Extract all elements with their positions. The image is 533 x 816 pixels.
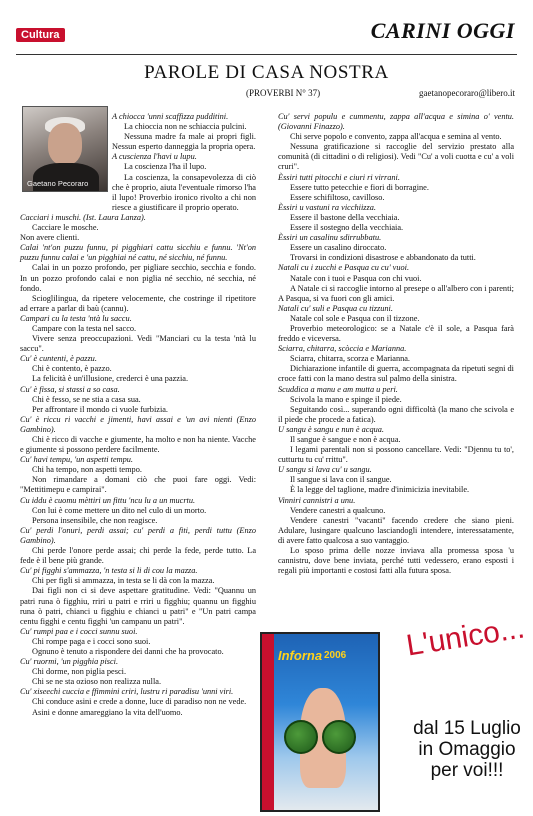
- proverb-gloss: Con lui è come mettere un dito nel culo di un morto.: [32, 505, 207, 515]
- article-subtitle: (PROVERBI N° 37): [246, 88, 321, 98]
- proverb-gloss: Campare con la testa nel sacco.: [32, 323, 137, 333]
- proverb-gloss: Trovarsi in condizioni disastrose e abbandonato da tutti.: [290, 253, 476, 263]
- proverb-gloss: Essere il bastone della vecchiaia.: [290, 212, 400, 222]
- proverb-gloss: Essere tutto petecchie e fiori di borragine.: [290, 182, 429, 192]
- proverb-dialect: Èssiri tutti pitocchi e ciuri ri virrani.: [278, 172, 400, 182]
- proverb-dialect: Campari cu la testa 'ntà lu saccu.: [20, 313, 132, 323]
- proverb-gloss: Dichiarazione infantile di guerra, accompagnata da ripetuti segni di croce fatti con la mano destra sul palmo della sinistra.: [278, 364, 514, 384]
- proverb-gloss: Non avere clienti.: [20, 233, 80, 243]
- proverb-gloss: Per affrontare il mondo ci vuole furbizia.: [32, 404, 169, 414]
- proverb-dialect: Sciarra, chitarra, scòccia e Marianna.: [278, 344, 407, 354]
- proverb-gloss: Chi per figli si ammazza, in testa se li dà con la mazza.: [32, 576, 215, 586]
- proverb-gloss: La chioccia non ne schiaccia pulcini.: [124, 122, 247, 132]
- promo-text: dal 15 Luglio in Omaggio per voi!!!: [413, 718, 521, 781]
- masthead-logo: CARINI OGGI: [370, 18, 515, 43]
- proverb-gloss: Nessuna gratificazione si raccoglie del servizio prestato alla comunità (di cittadini o di religiosi). Vedi "Cu' a voli cuotta e cu' a voli cruri".: [278, 142, 514, 172]
- proverb-gloss: Il sangue si lava con il sangue.: [290, 475, 392, 485]
- proverb-gloss: Natale col sole e Pasqua con il tizzone.: [290, 313, 420, 323]
- proverb-dialect: Cu' havi tempu, 'un aspetti tempu.: [20, 455, 134, 465]
- proverb-dialect: Calai 'nt'on puzzu funnu, pi pigghiari cattu sicchiu e funnu. 'Nt'on puzzu funnu calai e 'un pigghiai né cattu, né sicchiu, né funnu.: [20, 243, 256, 263]
- proverb-dialect: Vinniri cannistri a unu.: [278, 495, 356, 505]
- proverb-gloss: Chi è ricco di vacche e giumente, ha molto e non ha niente. Vacche e giumente si possono perdere facilmente.: [20, 435, 256, 455]
- proverb-gloss: È la legge del taglione, madre d'inimicizia inevitabile.: [290, 485, 470, 495]
- proverb-gloss: Natale con i tuoi e Pasqua con chi vuoi.: [290, 273, 422, 283]
- proverb-gloss: Seguitando così... superando ogni difficoltà (la mano che scivola e il piede che procede a fatica).: [278, 404, 514, 424]
- magazine-cover: [260, 632, 380, 812]
- article-column-right: [278, 112, 514, 576]
- proverb-gloss: Non rimandare a domani ciò che puoi fare oggi. Vedi: "Mettitimepu e campirai".: [20, 475, 256, 495]
- proverb-gloss: Scioglilingua, da ripetere velocemente, che costringe il ripetitore ad errare a parlar di baù (cannu).: [20, 293, 256, 313]
- proverb-dialect: Natali cu' suli e Pasqua cu tizzuni.: [278, 303, 393, 313]
- section-tag: Cultura: [16, 28, 65, 42]
- proverb-gloss: Asini e donne amareggiano la vita dell'uomo.: [32, 707, 183, 717]
- proverb-gloss: Lo sposo prima delle nozze inviava alla promessa sposa 'u cannistru, dove bene inviata, perché tutti vedessero, erano esposti i regali più importanti e costosi fatti alla futura sposa.: [278, 546, 514, 576]
- article-column-left: [20, 112, 256, 718]
- proverb-dialect: U sangu è sangu e nun è acqua.: [278, 424, 384, 434]
- promo-headline: L'unico...: [404, 611, 527, 663]
- proverb-dialect: A cuscienza l'havi u lupu.: [112, 152, 197, 162]
- proverb-gloss: I legami parentali non si possono cancellare. Vedi: "Djennu tu to', cutturtu tu cu' rrittu".: [278, 445, 514, 465]
- magazine-year: 2006: [324, 650, 347, 661]
- proverb-gloss: Chi è contento, è pazzo.: [32, 364, 112, 374]
- proverb-gloss: Chi se ne sta ozioso non realizza nulla.: [32, 677, 162, 687]
- proverb-gloss: Chi è fesso, se ne stia a casa sua.: [32, 394, 141, 404]
- proverb-gloss: La coscienza, la consapevolezza di ciò che è proprio, aiuta l'eventuale rimorso l'ha il lupo! Proverbio ironico rivolto a chi non riesce a giustificare il proprio operato.: [112, 172, 256, 212]
- proverb-gloss: Vendere canestri "vacanti" facendo credere che siano pieni. Adulare, lusingare qualcuno lasciandogli intendere, interessatamente, di avere fatto qualcosa a suo vantaggio.: [278, 515, 514, 545]
- proverb-gloss: Dai figli non ci si deve aspettare gratitudine. Vedi: "Quannu un patri runa ò figghiu, rriri u patri e rriri u figghiu; quannu un figghiu runa ò patri, chianci u figghiu e chianci u patri" e "Un patri campa centu figghi e centu figghi 'un campanu un patri".: [20, 586, 256, 626]
- proverb-dialect: Natali cu i zucchi e Pasqua cu cu' vuoi.: [278, 263, 410, 273]
- magazine-title: Inforna: [278, 648, 323, 663]
- proverb-dialect: Cu iddu è cuomu mèttiri un fittu 'ncu lu a un mucrtu.: [20, 495, 196, 505]
- proverb-gloss: Essere un casalino diroccato.: [290, 243, 387, 253]
- proverb-gloss: Sciarra, chitarra, scorza e Marianna.: [290, 354, 411, 364]
- proverb-gloss: Essere il sostegno della vecchiaia.: [290, 223, 404, 233]
- proverb-dialect: Cacciari i muschi. (Ist. Laura Lanza).: [20, 212, 146, 222]
- proverb-gloss: La coscienza l'ha il lupo.: [124, 162, 207, 172]
- proverb-gloss: La felicità è un'illusione, crederci è una pazzia.: [32, 374, 189, 384]
- proverb-dialect: Scuddica a manu e am mutta u peri.: [278, 384, 398, 394]
- proverb-gloss: Proverbio meteorologico: se a Natale c'è il sole, a Pasqua farà freddo e viceversa.: [278, 323, 514, 344]
- proverb-dialect: Cu' è fissa, si stassi a so casa.: [20, 384, 120, 394]
- proverb-gloss: A Natale ci si raccoglie intorno al presepe o all'albero con i parenti; A Pasqua, si va fuori con gli amici.: [278, 283, 514, 303]
- proverb-gloss: Vendere canestri a qualcuno.: [290, 505, 386, 515]
- proverb-gloss: Chi serve popolo e convento, zappa all'acqua e semina al vento.: [290, 132, 502, 142]
- proverb-dialect: Cu' pi figghi s'ammazza, 'n testa si li di cou la mazza.: [20, 566, 198, 576]
- proverb-dialect: A chiocca 'unni scaffizza pudditini.: [112, 112, 229, 121]
- proverb-dialect: Cu' è riccu ri vacchi e jimenti, havi assai e 'un avi nienti (Enzo Gambino).: [20, 414, 256, 434]
- proverb-gloss: Chi dorme, non piglia pesci.: [32, 667, 127, 677]
- proverb-gloss: Persona insensibile, che non reagisce.: [32, 515, 158, 525]
- header-rule: [16, 54, 517, 55]
- proverb-gloss: Chi ha tempo, non aspetti tempo.: [32, 465, 142, 475]
- proverb-gloss: Ognuno è tenuto a rispondere dei danni che ha provocato.: [32, 646, 224, 656]
- proverb-gloss: Cacciare le mosche.: [32, 223, 99, 233]
- proverb-dialect: Cu' servi populu e cummentu, zappa all'acqua e simina o' ventu. (Giovanni Finazzo).: [278, 112, 514, 132]
- proverb-gloss: Chi perde l'onore perde assai; chi perde la fede, perde tutto. La fede è il bene più grande.: [20, 546, 256, 566]
- proverb-gloss: Chi conduce asini e crede a donne, luce di paradiso non ne vede.: [32, 697, 247, 707]
- proverb-gloss: Essere schifiltoso, cavilloso.: [290, 192, 385, 202]
- proverb-dialect: Cu' perdi l'onuri, perdi assai; cu' perdi a fiti, perdi tuttu (Enzo Gambino).: [20, 525, 256, 545]
- proverb-dialect: Èssiri u vastuni ra vicchiizza.: [278, 202, 376, 212]
- photo-caption: Gaetano Pecoraro: [27, 179, 89, 188]
- proverb-gloss: Chi rompe paga e i cocci sono suoi.: [32, 636, 151, 646]
- proverb-dialect: Èssiri un casalinu sdirrubbatu.: [278, 233, 382, 243]
- proverb-gloss: Scivola la mano e spinge il piede.: [290, 394, 402, 404]
- proverb-dialect: Cu' è cuntenti, è pazzu.: [20, 354, 97, 364]
- proverb-gloss: Calai in un pozzo profondo, per pigliare secchio, secchia e fondo. In un pozzo profondo calai e non piglia né secchio, né secchia, né fondo.: [20, 263, 256, 293]
- proverb-dialect: Cu' ruormi, 'un pigghia pisci.: [20, 657, 119, 667]
- proverb-gloss: Nessuna madre fa male ai propri figli. Nessun esperto danneggia la propria opera.: [112, 132, 256, 152]
- promo-advert: [256, 611, 530, 814]
- proverb-gloss: Il sangue è sangue e non è acqua.: [290, 435, 401, 444]
- proverb-gloss: Vivere senza preoccupazioni. Vedi "Manciari cu la testa 'ntà lu saccu".: [20, 334, 256, 354]
- proverb-dialect: Cu' rumpi paa e i cocci sunnu suoi.: [20, 626, 138, 636]
- proverb-dialect: Cu' xiseechi cuccia e ffimmini criri, lustru ri paradisu 'unni viri.: [20, 687, 234, 697]
- page-title: PAROLE DI CASA NOSTRA: [144, 62, 389, 83]
- author-email[interactable]: gaetanopecoraro@libero.it: [419, 88, 515, 98]
- proverb-dialect: U sangu si lava cu' u sangu.: [278, 465, 372, 475]
